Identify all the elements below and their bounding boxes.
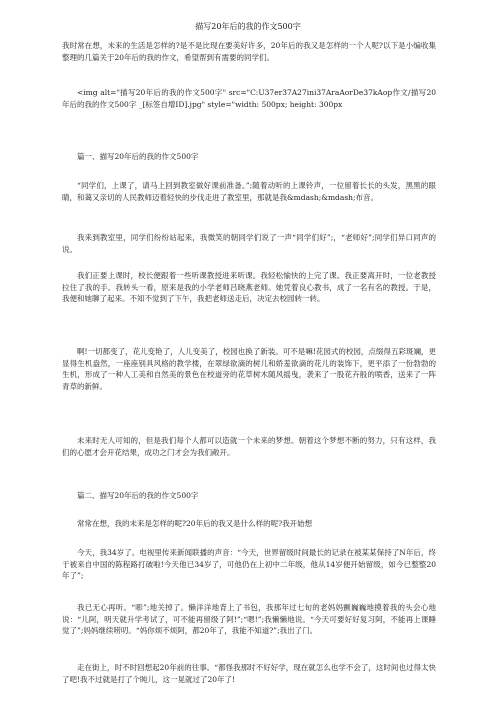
image-code-paragraph: <img alt="描写20年后的我的作文500字" src="C:U37er37A27ini37AraAorDe37kAop作文/描写20年后的我的作文500字 _[标签自增ID].jpg" style="width: 500px; height: 300px	[62, 88, 436, 109]
intro-paragraph: 我时常在想，未来的生活是怎样的?是不是比现在要美好许多，20年后的我又是怎样的一个人呢?以下是小编收集整理的几篇关于20年后的我的作文，希望帮到有需要的同学们。	[62, 41, 436, 62]
body-paragraph: “同学们，上课了，请马上回到教室做好课前准备。”;随着动听的上课铃声，一位留着长长的头发，黑黑的眼睛，和蔼又亲切的人民教师迈着轻快的步伐走进了教室里，那就是我&mdash;&mdash;布音。	[62, 181, 436, 202]
document-title: 描写20年后的我的作文500字	[195, 22, 301, 31]
body-paragraph: 啊!一切都变了，花儿变艳了，人儿变美了，校园也换了新装。可不是嘛!花园式的校园，点缀得五彩斑斓，更显得生机盎然，一座座别具风格的教学楼，在翠绿欲滴的树儿和娇羞欲滴的花儿的装饰下，更平添了一份勃勃的生机，形成了一种人工美和自然美的景色在校道旁的花草树木随风摇曳，袭来了一股花卉般的喷香，送来了一阵青草的新鲜。	[62, 347, 436, 391]
body-paragraph: 我已无心再听。“嘭”;地关掉了。懒洋洋地背上了书包，我那年过七旬的老妈妈颤巍巍地摸着我的头会心地说：“儿阿，明天就升学考试了，可不能再留级了阿!”;“嗯!”;我懒懒地说。“今天可要好好复习阿，不能再上课睡觉了”;妈妈继续唠叨。“妈你烦不烦阿，都20年了，我能不知道?”;我出了门。	[62, 603, 436, 636]
body-paragraph: 未来时无人可知的，但是我们每个人都可以造就一个未来的梦想。朝着这个梦想不断的努力，只有这样，我们的心愿才会开花结果，成功之门才会为我们敞开。	[62, 436, 436, 457]
body-paragraph: 我们正要上课时，校长便跟着一些听课教授进来听课。我轻松愉快的上完了课。我正要离开时，一位老教授拉住了我的手。我转头一看，原来是我的小学老师吕晓燕老师。她凭着良心教书，成了一名有名的教授。于是，我便和她聊了起来。不知不觉到了下午，我把老师送走后，决定去校园转一转。	[62, 271, 436, 304]
section-heading-1: 篇一、描写20年后的我的作文500字	[77, 152, 199, 161]
body-paragraph: 我来到教室里，同学们纷纷站起来，我微笑的朝同学们说了一声“同学们好”;，“老师好”;同学们异口同声的说。	[62, 233, 436, 254]
body-paragraph: 今天，我34岁了。电视里传来新闻联播的声音：“今天，世界留级时间最长的记录在被某某保持了N年后，终于被来自中国的陈程路打破啦!今天他已34岁了，可他仍在上初中二年级，他从14岁便开始留级，如今已整整20年了”;	[62, 548, 436, 581]
body-paragraph: 常常在想，我的未来是怎样的呢?20年后的我又是什么样的呢?我开始想	[77, 519, 313, 528]
body-paragraph: 走在街上，时不时回想起20年前的往事。“都怪我那时不好好学，现在就怎么也学不会了，这时间也过得太快了吧!我不过就是打了个盹儿，这一晃就过了20年了!	[62, 663, 436, 684]
section-heading-2: 篇二、描写20年后的我的作文500字	[77, 491, 199, 500]
